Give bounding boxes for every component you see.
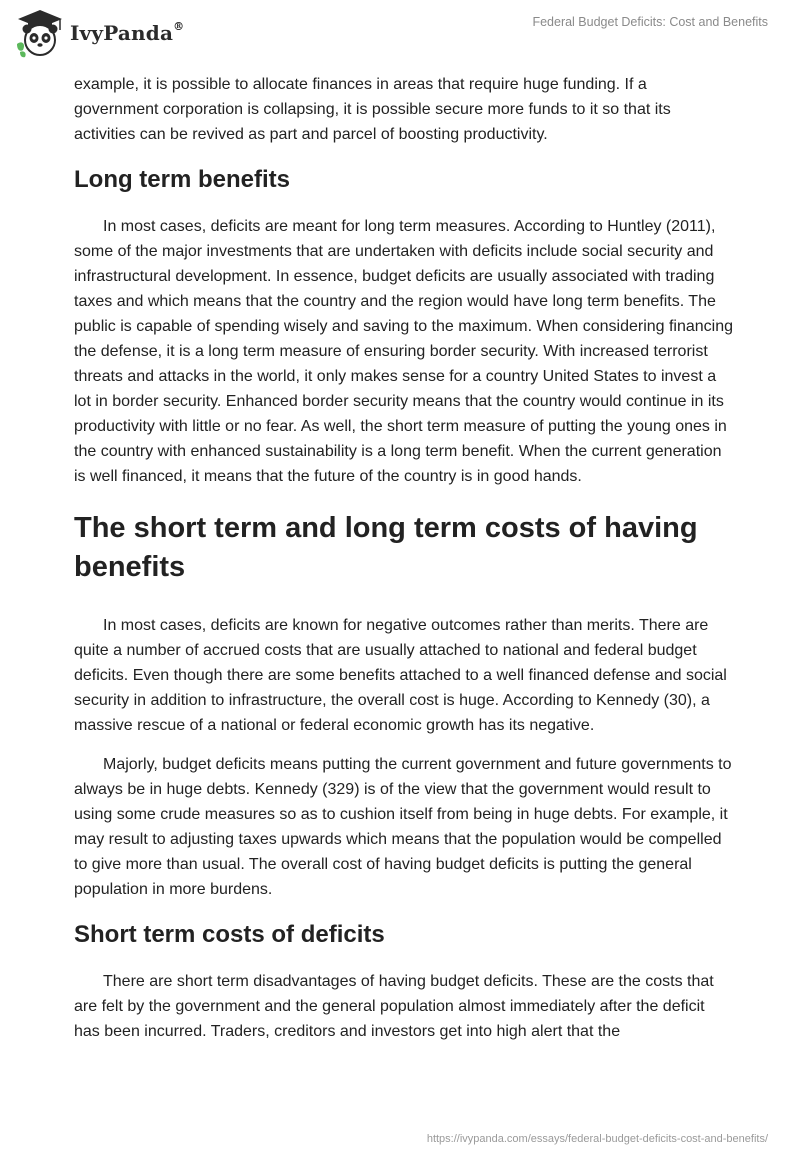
source-url[interactable]: https://ivypanda.com/essays/federal-budget-deficits-cost-and-benefits/ xyxy=(426,1133,768,1145)
ivypanda-logo[interactable] xyxy=(14,7,184,59)
document-running-title: Federal Budget Deficits: Cost and Benefits xyxy=(532,15,768,29)
page-header xyxy=(0,0,800,70)
registered-mark: ® xyxy=(173,20,185,34)
essay-content xyxy=(74,72,734,1058)
paragraph-costs-2: Majorly, budget deficits means putting the current government and future governments to always be in huge debts. Kennedy (329) is of the view that the government would result to using some crude measures so as to cushion itself from being in huge debts. For example, it may result to adjusting taxes upwards which means that the population would be compelled to give more than usual. The overall cost of having budget deficits is putting the general population in more burdens. xyxy=(74,756,732,898)
brand-name: IvyPanda® xyxy=(70,20,185,45)
paragraph-short-term-costs: There are short term disadvantages of having budget deficits. These are the costs that are felt by the government and the general population almost immediately after the deficit has been incurred. Traders, creditors and investors get into high alert that the xyxy=(74,973,714,1040)
paragraph-costs-1: In most cases, deficits are known for negative outcomes rather than merits. There are quite a number of accrued costs that are usually attached to national and federal budget deficits. Even though there are some benefits attached to a well financed defense and social security in addition to infrastructure, the overall cost is huge. According to Kennedy (30), a massive rescue of a national or federal economic growth has its negative. xyxy=(74,617,727,734)
paragraph-long-term-benefits: In most cases, deficits are meant for long term measures. According to Huntley (2011), some of the major investments that are undertaken with deficits include social security and infrastructural development. In essence, budget deficits are usually associated with trading taxes and which means that the country and the region would have long term benefits. The public is capable of spending wisely and saving to the maximum. When considering financing the defense, it is a long term measure of ensuring border security. With increased terrorist threats and attacks in the world, it only makes sense for a country United States to invest a lot in border security. Enhanced border security means that the country would continue in its productivity with little or no fear. As well, the short term measure of putting the young ones in the country with enhanced sustainability is a long term benefit. When the current generation is well financed, it means that the future of the country is in good hands. xyxy=(74,218,734,485)
panda-graduate-icon xyxy=(14,8,66,58)
heading-costs-of-benefits: The short term and long term costs of having benefits xyxy=(74,512,698,583)
heading-short-term-costs: Short term costs of deficits xyxy=(74,921,385,948)
heading-long-term-benefits: Long term benefits xyxy=(74,166,291,193)
intro-paragraph: example, it is possible to allocate finances in areas that require huge funding. If a government corporation is collapsing, it is possible secure more funds to it so that its activities can be revived as part and parcel of boosting productivity. xyxy=(74,76,671,143)
